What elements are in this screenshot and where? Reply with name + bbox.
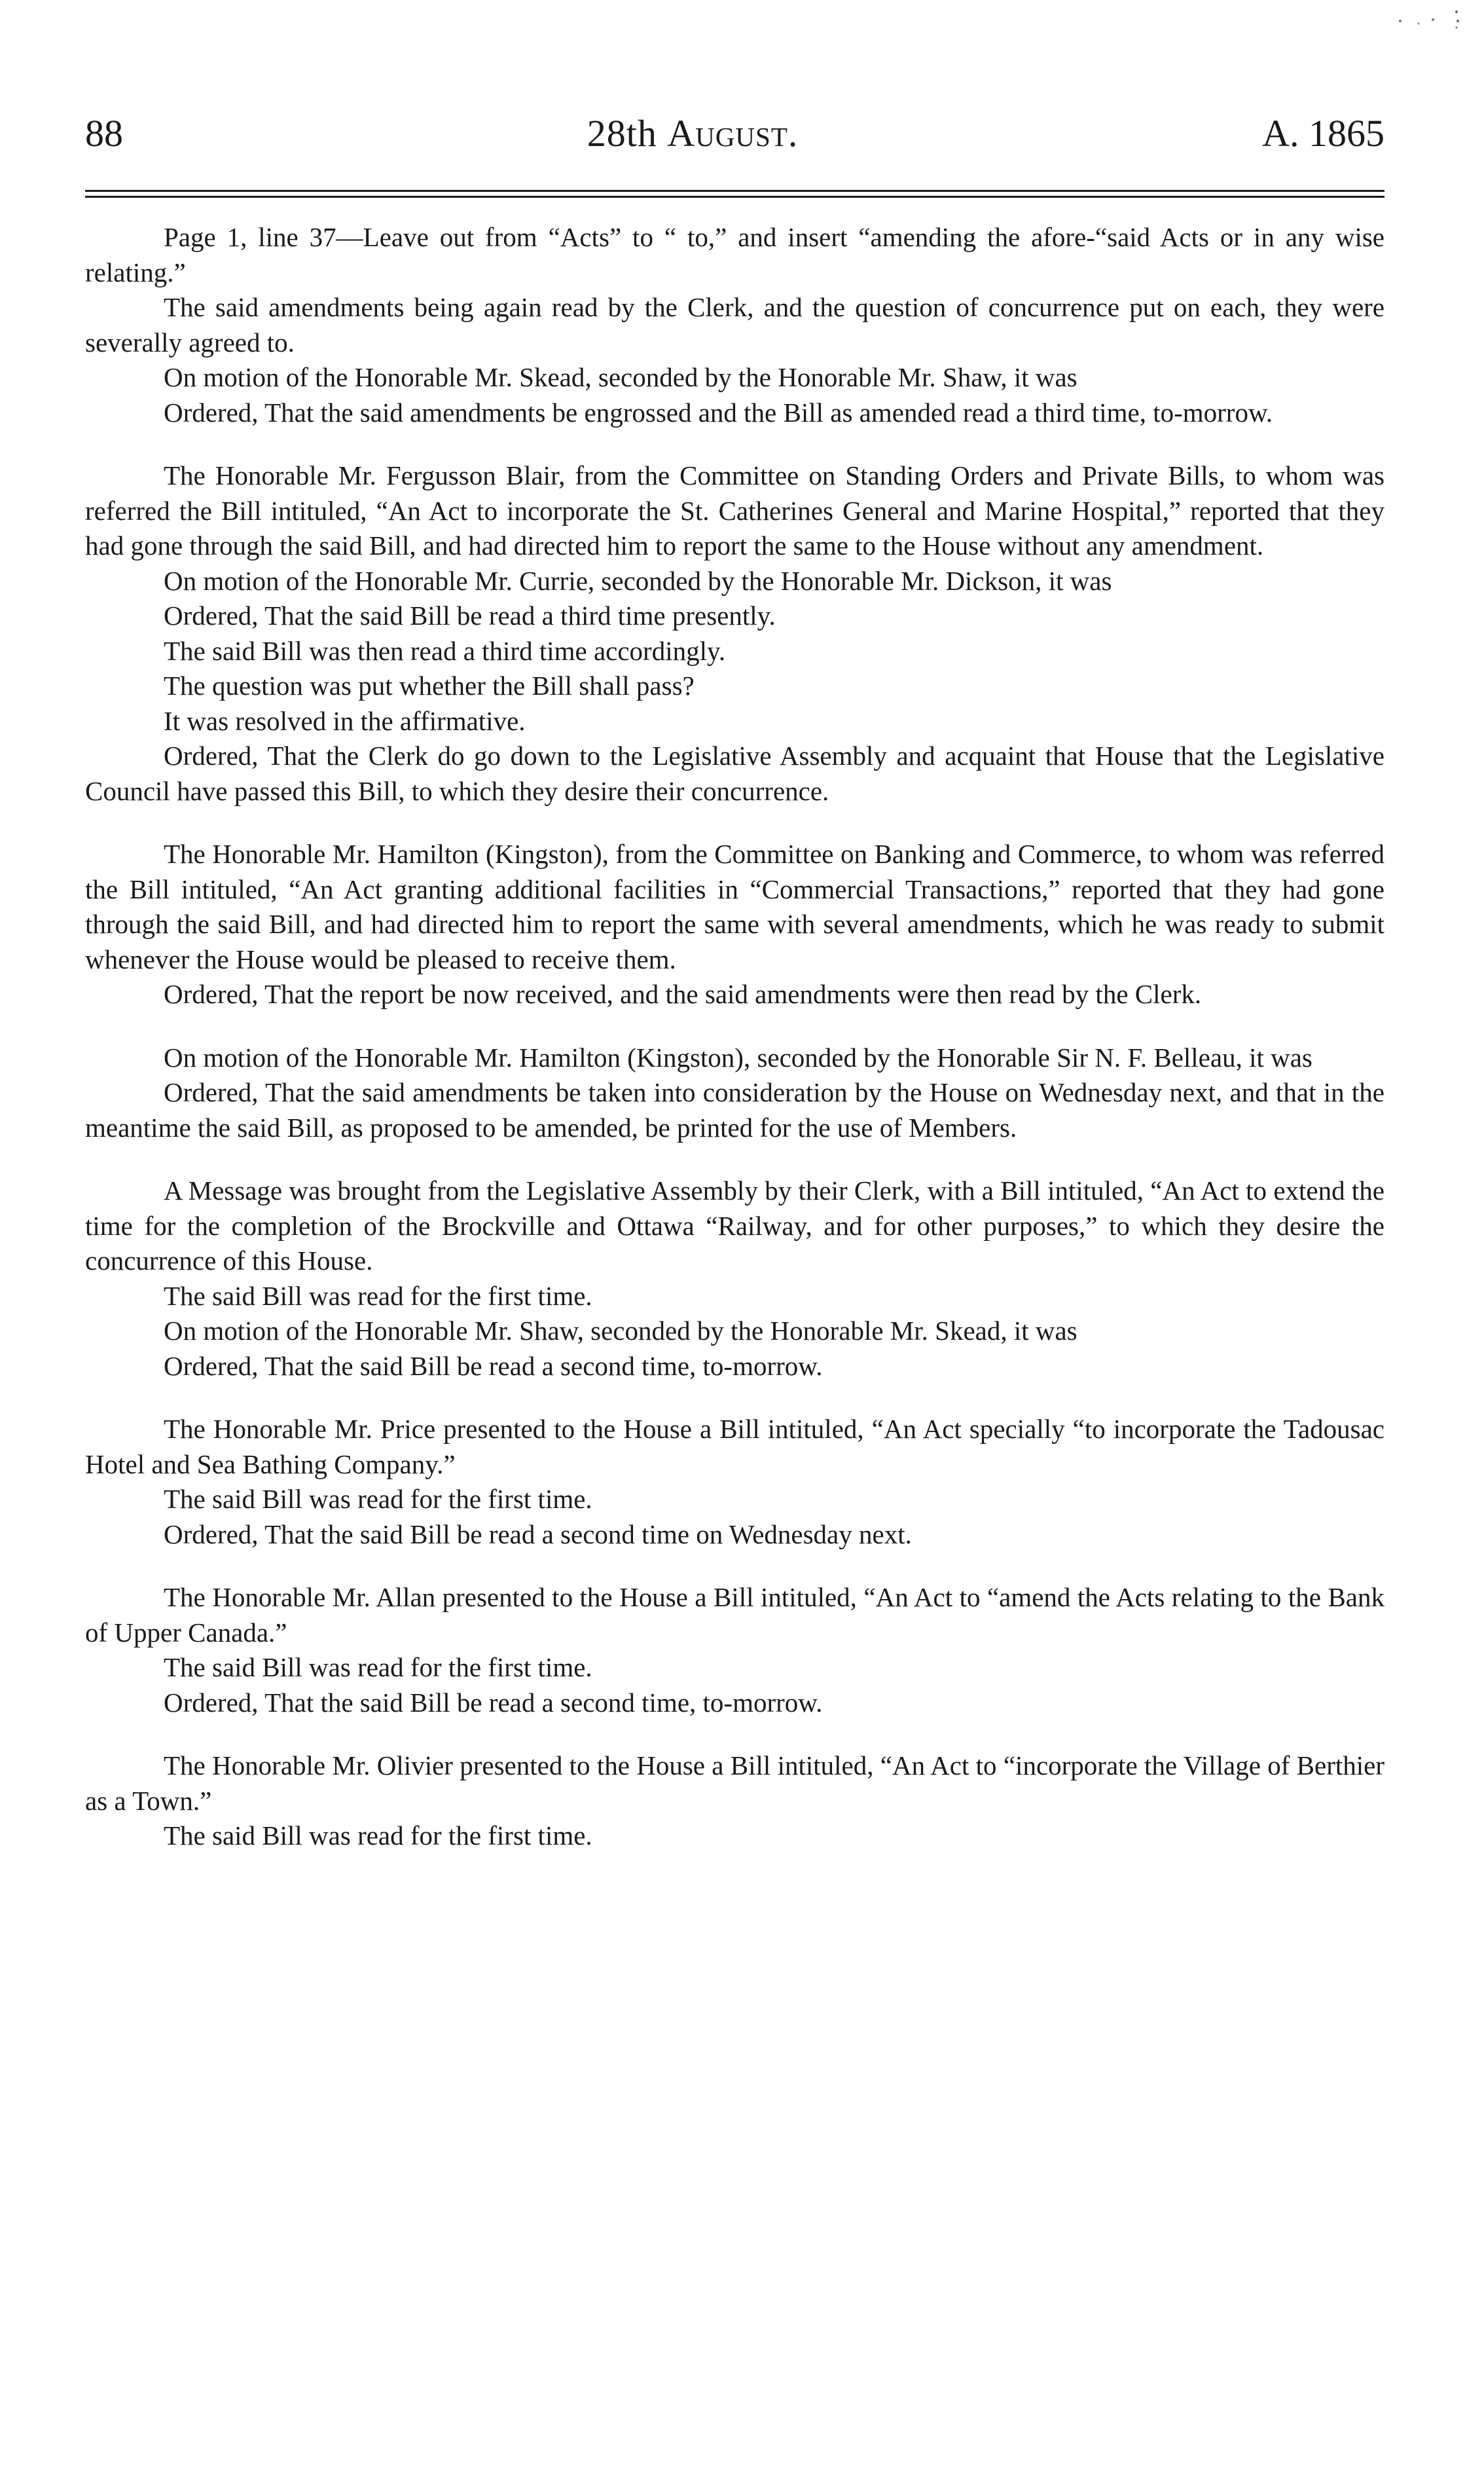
year-label: A. 1865: [1262, 112, 1384, 155]
entry-paragraph: The said Bill was then read a third time accordingly.: [164, 635, 726, 666]
entry-paragraph: The Honorable Mr. Olivier presented to the House a Bill intituled, “An Act to “incorporate the Village of Berthier as a Town.”: [85, 1750, 1384, 1816]
header-rule-second: [85, 196, 1384, 198]
entry-block: [85, 1580, 1384, 1720]
date-month: August.: [667, 112, 799, 155]
entry-paragraph: On motion of the Honorable Mr. Skead, seconded by the Honorable Mr. Shaw, it was: [164, 362, 1077, 392]
entry-paragraph: Ordered, That the said amendments be engrossed and the Bill as amended read a third time, to-morrow.: [164, 397, 1273, 428]
print-specks: [1392, 7, 1464, 33]
entry-paragraph: On motion of the Honorable Mr. Shaw, seconded by the Honorable Mr. Skead, it was: [164, 1316, 1077, 1346]
journal-body: [85, 220, 1384, 1854]
entry-paragraph: The said Bill was read for the first time.: [164, 1484, 592, 1514]
entry-block: [85, 1412, 1384, 1552]
entry-paragraph: The said Bill was read for the first time.: [164, 1280, 592, 1311]
entry-block: [85, 220, 1384, 430]
header-rule: [85, 190, 1384, 192]
entry-block: [85, 458, 1384, 809]
entry-paragraph: A Message was brought from the Legislative Assembly by their Clerk, with a Bill intituled, “An Act to extend the time for the completion of the Brockville and Ottawa “Railway, and for other purposes,” to which they desire the concurrence of this House.: [85, 1175, 1384, 1276]
entry-paragraph: Ordered, That the said Bill be read a second time, to-morrow.: [164, 1350, 823, 1381]
page-header: [85, 111, 1384, 164]
date-day: 28th: [587, 112, 657, 155]
entry-paragraph: The Honorable Mr. Fergusson Blair, from the Committee on Standing Orders and Private Bills, to whom was referred the Bill intituled, “An Act to incorporate the St. Catherines General and Marine Hospital,” reported that they had gone through the said Bill, and had directed him to report the same to the House without any amendment.: [85, 460, 1384, 561]
entry-block: [85, 1173, 1384, 1384]
entry-paragraph: On motion of the Honorable Mr. Currie, seconded by the Honorable Mr. Dickson, it was: [164, 565, 1112, 596]
entry-paragraph: It was resolved in the affirmative.: [164, 705, 526, 736]
entry-paragraph: Ordered, That the said Bill be read a second time, to-morrow.: [164, 1687, 823, 1718]
entry-paragraph: The Honorable Mr. Price presented to the House a Bill intituled, “An Act specially “to incorporate the Tadousac Hotel and Sea Bathing Company.”: [85, 1414, 1384, 1479]
entry-paragraph: The said Bill was read for the first time.: [164, 1652, 592, 1682]
entry-paragraph: The said amendments being again read by the Clerk, and the question of concurrence put on each, they were severally agreed to.: [85, 292, 1384, 358]
entry-paragraph: On motion of the Honorable Mr. Hamilton (Kingston), seconded by the Honorable Sir N. F. Belleau, it was: [164, 1042, 1312, 1073]
entry-block: [85, 837, 1384, 1012]
journal-page: [85, 111, 1384, 1882]
entry-paragraph: Page 1, line 37—Leave out from “Acts” to “ to,” and insert “amending the afore-“said Acts or in any wise relating.”: [85, 222, 1384, 287]
entry-paragraph: The said Bill was read for the first time.: [164, 1820, 592, 1851]
entry-paragraph: Ordered, That the report be now received, and the said amendments were then read by the Clerk.: [164, 979, 1202, 1009]
entry-paragraph: Ordered, That the Clerk do go down to the Legislative Assembly and acquaint that House that the Legislative Council have passed this Bill, to which they desire their concurrence.: [85, 741, 1384, 806]
entry-block: [85, 1041, 1384, 1146]
entry-paragraph: Ordered, That the said amendments be taken into consideration by the House on Wednesday next, and that in the meantime the said Bill, as proposed to be amended, be printed for the use of Members.: [85, 1077, 1384, 1143]
entry-paragraph: The Honorable Mr. Allan presented to the House a Bill intituled, “An Act to “amend the Acts relating to the Bank of Upper Canada.”: [85, 1582, 1384, 1648]
entry-paragraph: Ordered, That the said Bill be read a second time on Wednesday next.: [164, 1519, 912, 1549]
page-date: [587, 111, 799, 155]
entry-block: [85, 1748, 1384, 1854]
entry-paragraph: The Honorable Mr. Hamilton (Kingston), from the Committee on Banking and Commerce, to whom was referred the Bill intituled, “An Act granting additional facilities in “Commercial Transactions,” reported that they had gone through the said Bill, and had directed him to report the same with several amendments, which he was ready to submit whenever the House would be pleased to receive them.: [85, 839, 1384, 974]
page-number: 88: [85, 112, 123, 155]
entry-paragraph: Ordered, That the said Bill be read a third time presently.: [164, 600, 776, 631]
entry-paragraph: The question was put whether the Bill shall pass?: [164, 671, 695, 701]
